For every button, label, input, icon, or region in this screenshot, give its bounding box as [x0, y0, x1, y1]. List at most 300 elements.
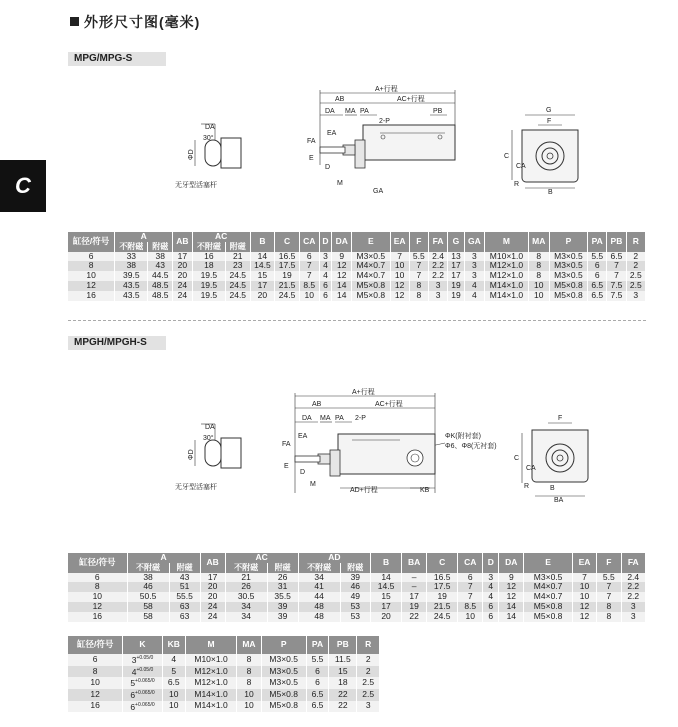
- label-g: G: [546, 107, 552, 114]
- table-cell: 6.5: [588, 281, 607, 291]
- table-cell: M4×0.7: [352, 271, 390, 281]
- table-cell: 39: [267, 612, 298, 622]
- table-cell: 17.5: [427, 582, 458, 592]
- table-cell: 63: [169, 612, 200, 622]
- table-cell: 2: [357, 666, 380, 678]
- table-cell: 6: [483, 602, 499, 612]
- table-cell: M5×0.8: [549, 291, 587, 301]
- table-cell: M4×0.7: [352, 261, 390, 271]
- table-cell: 7: [458, 582, 483, 592]
- rod-end-diagram-1: [175, 118, 255, 178]
- table-cell: 24.5: [427, 612, 458, 622]
- table-cell: 43: [148, 261, 173, 271]
- label-e: E: [309, 155, 314, 162]
- table-cell: 10: [237, 689, 261, 701]
- svg-text:M: M: [310, 481, 316, 488]
- table-cell: 22: [329, 689, 357, 701]
- table-cell: 12: [572, 612, 596, 622]
- svg-text:PA: PA: [335, 415, 344, 422]
- section-label-mpg: MPG/MPG-S: [68, 52, 166, 66]
- label-c: C: [504, 153, 510, 160]
- table-cell: 16.5: [427, 573, 458, 583]
- col-ac: AC: [192, 232, 250, 242]
- table-cell: M5×0.8: [524, 612, 573, 622]
- table-cell: 16.5: [275, 252, 300, 262]
- label-angle: 30°: [203, 135, 214, 142]
- table-cell: 19: [275, 271, 300, 281]
- table-cell: 17: [370, 602, 401, 612]
- table-cell: 6.5: [588, 291, 607, 301]
- table-cell: M14×1.0: [185, 689, 236, 701]
- table-cell: 10: [68, 271, 115, 281]
- table-cell: 16: [68, 291, 115, 301]
- table-cell: 17.5: [275, 261, 300, 271]
- table-cell: M4×0.7: [524, 582, 573, 592]
- table-cell: 12: [572, 602, 596, 612]
- table-cell: 8.5: [458, 602, 483, 612]
- table-cell: 12: [332, 271, 352, 281]
- table-cell: M14×1.0: [485, 281, 529, 291]
- label-ga: GA: [373, 188, 384, 195]
- svg-text:AD+行程: AD+行程: [350, 487, 378, 494]
- table-cell: M10×1.0: [485, 252, 529, 262]
- side-tab-c: C: [0, 160, 46, 212]
- table-cell: 6: [68, 252, 115, 262]
- table-cell: 8: [528, 261, 549, 271]
- table-cell: 8: [68, 582, 127, 592]
- svg-text:MA: MA: [320, 415, 331, 422]
- table-cell: 38: [148, 252, 173, 262]
- label-ea: EA: [327, 130, 337, 137]
- table-cell: 6: [306, 677, 329, 689]
- table-cell: 19: [427, 592, 458, 602]
- table-cell: 18: [192, 261, 225, 271]
- table-cell: 4: [483, 592, 499, 602]
- table-cell: 14.5: [250, 261, 275, 271]
- table-cell: 39: [267, 602, 298, 612]
- table-cell: 20: [200, 592, 225, 602]
- table-cell: 3: [428, 281, 447, 291]
- rod-caption-1: 无牙型活塞杆: [175, 182, 217, 189]
- table-cell: 3: [428, 291, 447, 301]
- label-ac-stroke: AC+行程: [397, 96, 425, 103]
- table-cell: 17: [402, 592, 427, 602]
- table-cell: 7: [597, 582, 621, 592]
- table-cell: 6: [588, 271, 607, 281]
- table-cell: 2.5: [626, 281, 645, 291]
- table-cell: 8: [409, 291, 428, 301]
- table-cell: 4: [319, 271, 332, 281]
- table-cell: M3×0.5: [352, 252, 390, 262]
- table-cell: 24: [173, 281, 193, 291]
- table-cell: 7: [390, 252, 409, 262]
- table-cell: M5×0.8: [261, 689, 306, 701]
- table-cell: 6: [319, 281, 332, 291]
- side-view-diagram-2: [280, 388, 515, 496]
- label-fa: FA: [307, 138, 316, 145]
- table-cell: M3×0.5: [549, 261, 587, 271]
- svg-text:C: C: [514, 455, 520, 462]
- table-cell: 43.5: [115, 291, 148, 301]
- table-cell: 26: [225, 582, 267, 592]
- table-cell: 48: [298, 612, 340, 622]
- table-cell: 44.5: [148, 271, 173, 281]
- tolerance-label: +0.065/0: [135, 701, 155, 708]
- table-cell: 48.5: [148, 281, 173, 291]
- table-cell: 14.5: [370, 582, 401, 592]
- table-cell: 7.5: [607, 281, 626, 291]
- table-cell: 12: [499, 582, 524, 592]
- table-cell: M12×1.0: [185, 666, 236, 678]
- table-cell: 4: [162, 654, 185, 666]
- table-cell: 3: [319, 252, 332, 262]
- table-cell: 23: [225, 261, 250, 271]
- label-a-stroke: A+行程: [375, 86, 398, 93]
- table-cell: 16: [68, 701, 123, 713]
- table-cell: 8: [68, 261, 115, 271]
- svg-text:ΦD: ΦD: [188, 449, 195, 460]
- table-cell: 10: [162, 701, 185, 713]
- label-da2: DA: [325, 108, 335, 115]
- table-cell: 10: [572, 592, 596, 602]
- table-cell: 41: [298, 582, 340, 592]
- table-cell: 2.2: [621, 582, 646, 592]
- table-cell: 50.5: [127, 592, 169, 602]
- table-cell: 7: [299, 271, 319, 281]
- rod-end-diagram-2: [175, 418, 255, 478]
- table-cell: 3: [464, 252, 484, 262]
- table-cell: 24: [173, 291, 193, 301]
- table-cell: 19: [448, 291, 465, 301]
- svg-text:ΦK(附衬套): ΦK(附衬套): [445, 433, 481, 440]
- spec-table-mpgh-2: 缸径/符号 K KB M MA P PA PB R 6 $3^{+0.05/0}$ 4 M10×1.0 8 M3×0.5 5.5 11.5 2 8 $4^{+0.05/0}$ 5 M12×1.0 8 M3×0.5 6 15 2 10 $5^{+0.065/0}$ 6.5 M12×1.0 8 M3×0.5 6 18 2.5 12 $6^{+0.065/0}$ 10 M14×1.0 10 M5×0.8 6.5 22 2.5 16 $6^{+0.065/0}$ 10 M14×1.0 10 M5×0.8 6.5 22 3: [68, 636, 380, 712]
- svg-text:EA: EA: [298, 433, 308, 440]
- table-cell: 7: [458, 592, 483, 602]
- table-cell: 17: [250, 281, 275, 291]
- table-cell: M5×0.8: [352, 281, 390, 291]
- table-cell: 13: [448, 252, 465, 262]
- svg-text:CA: CA: [526, 465, 536, 472]
- table-cell: 10: [528, 281, 549, 291]
- table-cell: M10×1.0: [185, 654, 236, 666]
- table-cell: 4: [319, 261, 332, 271]
- rod-caption-2: 无牙型活塞杆: [175, 484, 217, 491]
- svg-text:R: R: [524, 483, 530, 490]
- table-cell: M12×1.0: [185, 677, 236, 689]
- svg-text:BA: BA: [554, 497, 564, 503]
- label-2p: 2-P: [379, 118, 390, 125]
- table-cell: 14: [499, 602, 524, 612]
- table-cell: 14: [332, 291, 352, 301]
- table-cell: 2.5: [626, 271, 645, 281]
- table-cell: 8: [237, 654, 261, 666]
- table-row: [68, 666, 380, 678]
- svg-text:FA: FA: [282, 441, 291, 448]
- table-cell: 53: [340, 602, 370, 612]
- page-title: 外形尺寸图(毫米): [70, 12, 200, 32]
- label-f: F: [547, 118, 552, 125]
- table-cell: 6: [306, 666, 329, 678]
- svg-text:E: E: [284, 463, 289, 470]
- table-cell: 5.5: [409, 252, 428, 262]
- table-cell: 22: [402, 612, 427, 622]
- table-cell: 5.5: [306, 654, 329, 666]
- svg-text:B: B: [550, 485, 555, 492]
- table-cell: 6: [588, 261, 607, 271]
- table-cell: M12×1.0: [485, 261, 529, 271]
- table-cell: 10: [68, 592, 127, 602]
- table-cell: 34: [298, 573, 340, 583]
- table-cell: 24: [200, 602, 225, 612]
- table-cell: 44: [298, 592, 340, 602]
- table-cell: 14: [370, 573, 401, 583]
- table-cell: 10: [458, 612, 483, 622]
- table-cell: 8.5: [299, 281, 319, 291]
- section-label-mpgh: MPGH/MPGH-S: [68, 336, 166, 350]
- table-cell: $3^{+0.05/0}$: [123, 654, 162, 666]
- table-cell: 12: [68, 281, 115, 291]
- table-cell: 17: [173, 252, 193, 262]
- table-cell: 10: [237, 701, 261, 713]
- table-cell: 6.5: [162, 677, 185, 689]
- table-cell: M3×0.5: [549, 271, 587, 281]
- table-cell: –: [402, 573, 427, 583]
- table-cell: 58: [127, 612, 169, 622]
- table-cell: 7: [597, 592, 621, 602]
- table-cell: 10: [390, 261, 409, 271]
- svg-text:KB: KB: [420, 487, 430, 494]
- table-cell: M5×0.8: [524, 602, 573, 612]
- table-cell: 46: [127, 582, 169, 592]
- table-row: [68, 291, 646, 301]
- tolerance-label: +0.065/0: [135, 678, 155, 685]
- table-cell: 6.5: [607, 252, 626, 262]
- table-cell: 4: [464, 291, 484, 301]
- table-cell: 2.2: [428, 261, 447, 271]
- table-cell: 15: [250, 271, 275, 281]
- table-cell: 26: [267, 573, 298, 583]
- table-cell: 49: [340, 592, 370, 602]
- label-r: R: [514, 181, 520, 188]
- table-cell: 6.5: [306, 701, 329, 713]
- table-cell: 30.5: [225, 592, 267, 602]
- spec-table-mpgh-1: 缸径/符号 A AB AC AD B BA C CA D DA E EA F FA 不附磁 附磁 不附磁 附磁 不附磁 附磁 6 38 43 17 21 26 34 39 14 – 16.5 6 3 9 M3×0.5 7 5.5 2.4 8 46 51 20 26 31 41 46 14.5 – 17.5 7 4 12 M4×0.7 10 7 2.2 10 50.5 55.5 20 30.5 35.5 44 49 15 17 19 7 4 12 M4×0.7 10 7 2.2 12 58 63 24 34 39 48 53 17 19 21.5 8.5 6 14 M5×0.8 12 8 3 16 58 63 24 34 39 48 53 20 22 24.5 10 6 14 M5×0.8 12 8 3: [68, 553, 646, 622]
- table-cell: 17: [200, 573, 225, 583]
- table-cell: 7: [409, 261, 428, 271]
- table-cell: 10: [299, 291, 319, 301]
- col-a: A: [115, 232, 173, 242]
- table-cell: 21.5: [275, 281, 300, 291]
- table-cell: 14: [250, 252, 275, 262]
- table-cell: 39.5: [115, 271, 148, 281]
- table-cell: 51: [169, 582, 200, 592]
- table-cell: 5.5: [588, 252, 607, 262]
- table-cell: 20: [250, 291, 275, 301]
- table-cell: 38: [127, 573, 169, 583]
- table-cell: 48.5: [148, 291, 173, 301]
- table-cell: 20: [173, 271, 193, 281]
- table-cell: 6.5: [306, 689, 329, 701]
- table-cell: 24.5: [225, 291, 250, 301]
- table-cell: 12: [499, 592, 524, 602]
- table-cell: 10: [68, 677, 123, 689]
- table-cell: 8: [409, 281, 428, 291]
- label-pb: PB: [433, 108, 443, 115]
- table-cell: 2.4: [621, 573, 646, 583]
- table-cell: 20: [173, 261, 193, 271]
- table-cell: 8: [597, 602, 621, 612]
- table-cell: 7: [572, 573, 596, 583]
- end-view-diagram-2: [510, 408, 600, 503]
- table-cell: M3×0.5: [549, 252, 587, 262]
- table-cell: 19.5: [192, 271, 225, 281]
- table-cell: 20: [200, 582, 225, 592]
- table-cell: 7: [409, 271, 428, 281]
- table-cell: 48: [298, 602, 340, 612]
- table-cell: 35.5: [267, 592, 298, 602]
- table-cell: 3: [621, 602, 646, 612]
- svg-text:Φ6、Φ8(无衬套): Φ6、Φ8(无衬套): [445, 443, 497, 450]
- table-cell: 8: [68, 666, 123, 678]
- table-cell: 46: [340, 582, 370, 592]
- table-cell: 33: [115, 252, 148, 262]
- table-cell: 19: [448, 281, 465, 291]
- table-cell: 21: [225, 252, 250, 262]
- table-cell: 63: [169, 602, 200, 612]
- label-pa: PA: [360, 108, 369, 115]
- col-ab: AB: [173, 232, 193, 252]
- table-cell: 3: [464, 261, 484, 271]
- svg-text:30°: 30°: [203, 435, 214, 442]
- table-row: [68, 612, 646, 622]
- table-cell: 22: [329, 701, 357, 713]
- table-cell: 2.4: [428, 252, 447, 262]
- table-cell: 16: [192, 252, 225, 262]
- table-cell: 5.5: [597, 573, 621, 583]
- table-cell: 9: [499, 573, 524, 583]
- table-cell: 15: [370, 592, 401, 602]
- table-cell: 19: [402, 602, 427, 612]
- table-row: [68, 677, 380, 689]
- table-cell: 7: [607, 271, 626, 281]
- table-cell: 5: [162, 666, 185, 678]
- svg-text:AB: AB: [312, 401, 322, 408]
- table-cell: 8: [528, 252, 549, 262]
- table-cell: 34: [225, 602, 267, 612]
- table-cell: M14×1.0: [185, 701, 236, 713]
- table-cell: 4: [483, 582, 499, 592]
- table-cell: 3: [357, 701, 380, 713]
- table-cell: 6: [319, 291, 332, 301]
- label-b: B: [548, 189, 553, 195]
- table-cell: 43.5: [115, 281, 148, 291]
- tolerance-label: +0.05/0: [136, 655, 154, 661]
- table-cell: 2.5: [357, 677, 380, 689]
- table-cell: 55.5: [169, 592, 200, 602]
- table-cell: $6^{+0.065/0}$: [123, 701, 162, 713]
- table-cell: 12: [390, 281, 409, 291]
- table-cell: 6: [483, 612, 499, 622]
- table-cell: 12: [68, 689, 123, 701]
- table-cell: M5×0.8: [261, 701, 306, 713]
- label-m: M: [337, 180, 343, 187]
- side-view-diagram-1: [305, 85, 470, 200]
- table-cell: 10: [572, 582, 596, 592]
- table-cell: 2: [357, 654, 380, 666]
- svg-text:F: F: [558, 415, 563, 422]
- table-cell: 19.5: [192, 291, 225, 301]
- table-cell: –: [402, 582, 427, 592]
- label-phi-d: ΦD: [188, 149, 195, 160]
- table-cell: 31: [267, 582, 298, 592]
- table-cell: 9: [332, 252, 352, 262]
- table-cell: 2: [626, 261, 645, 271]
- table-cell: $6^{+0.065/0}$: [123, 689, 162, 701]
- table-cell: 2.2: [621, 592, 646, 602]
- label-d: D: [325, 164, 331, 171]
- svg-text:AC+行程: AC+行程: [375, 401, 403, 408]
- table-cell: 4: [464, 281, 484, 291]
- table-cell: 19.5: [192, 281, 225, 291]
- table-cell: 53: [340, 612, 370, 622]
- label-da: DA: [205, 124, 215, 131]
- table-cell: 39: [340, 573, 370, 583]
- table-cell: 8: [237, 677, 261, 689]
- table-cell: M3×0.5: [261, 654, 306, 666]
- table-cell: 18: [329, 677, 357, 689]
- table-cell: 6: [68, 573, 127, 583]
- label-ab: AB: [335, 96, 345, 103]
- svg-text:DA: DA: [205, 424, 215, 431]
- table-cell: 24: [200, 612, 225, 622]
- svg-text:D: D: [300, 469, 306, 476]
- table-cell: 17: [448, 261, 465, 271]
- table-cell: 58: [127, 602, 169, 612]
- label-ma: MA: [345, 108, 356, 115]
- table-cell: 34: [225, 612, 267, 622]
- table-row: [68, 654, 380, 666]
- table-cell: 43: [169, 573, 200, 583]
- table-cell: 8: [237, 666, 261, 678]
- table-cell: 15: [329, 666, 357, 678]
- table-cell: 38: [115, 261, 148, 271]
- table-cell: 3: [464, 271, 484, 281]
- table-cell: 24.5: [275, 291, 300, 301]
- table-cell: M3×0.5: [261, 666, 306, 678]
- table-cell: 3: [483, 573, 499, 583]
- table-cell: 6: [458, 573, 483, 583]
- table-cell: 10: [528, 291, 549, 301]
- table-cell: 12: [332, 261, 352, 271]
- table-cell: 7: [607, 261, 626, 271]
- table-cell: $4^{+0.05/0}$: [123, 666, 162, 678]
- table-row: [68, 701, 380, 713]
- table-cell: 3: [626, 291, 645, 301]
- table-cell: 21.5: [427, 602, 458, 612]
- table-cell: 12: [68, 602, 127, 612]
- table-cell: M3×0.5: [261, 677, 306, 689]
- table-cell: 8: [528, 271, 549, 281]
- table-cell: 8: [597, 612, 621, 622]
- table-cell: 7: [299, 261, 319, 271]
- table-cell: 16: [68, 612, 127, 622]
- table-cell: 17: [448, 271, 465, 281]
- table-cell: 24.5: [225, 281, 250, 291]
- table-cell: 6: [68, 654, 123, 666]
- table-cell: 12: [390, 291, 409, 301]
- bullet-square-icon: [70, 17, 79, 26]
- table-cell: M3×0.5: [524, 573, 573, 583]
